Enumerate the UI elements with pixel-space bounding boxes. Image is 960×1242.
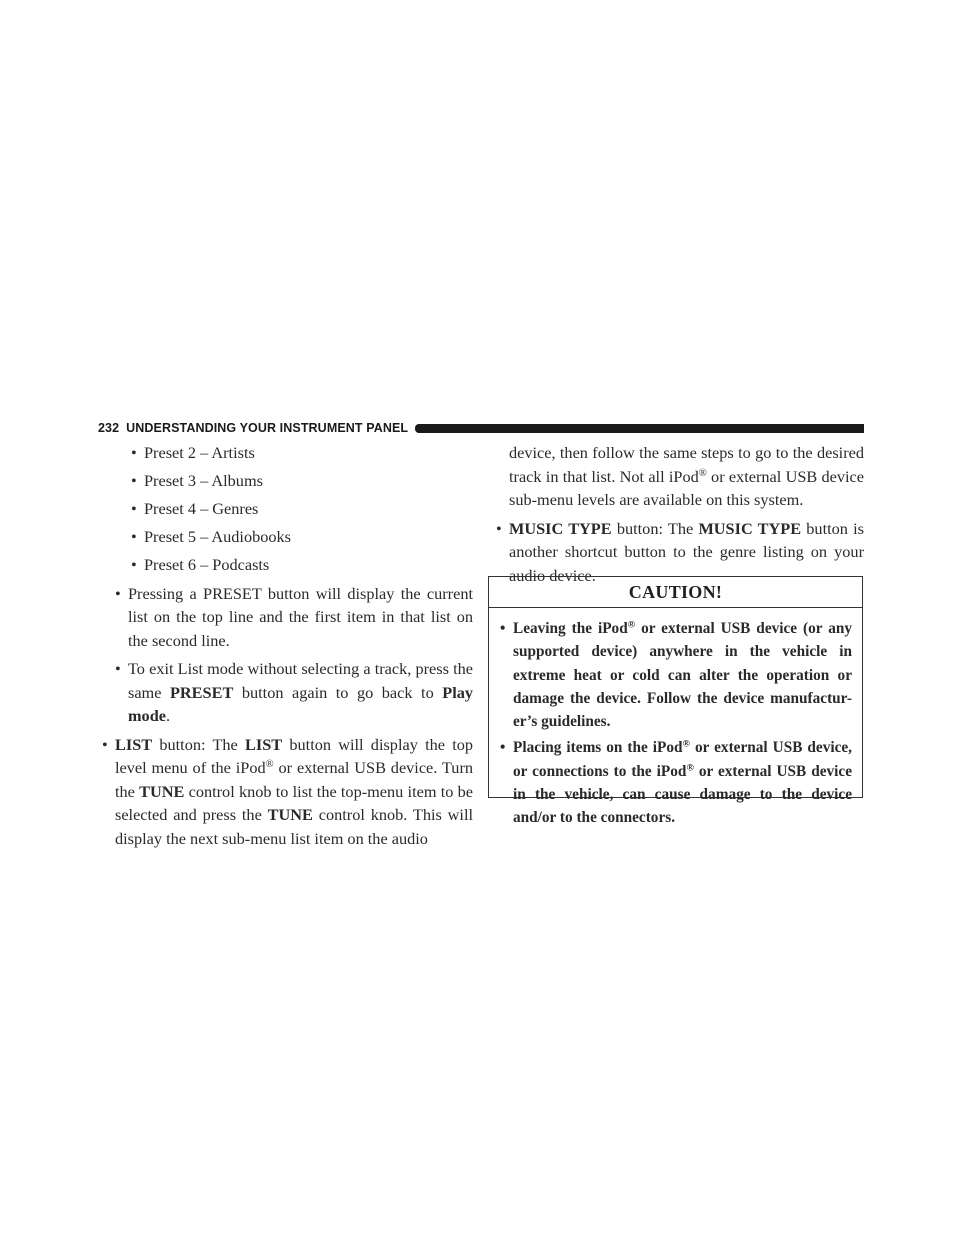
- list-text: button will display the top level menu of the iPod: [115, 734, 473, 777]
- caution-box: [488, 576, 863, 827]
- tune-term: TUNE: [139, 781, 185, 801]
- play-mode-term: Play mode: [128, 682, 473, 725]
- registered-mark: ®: [698, 467, 707, 479]
- caution-text: or external USB device (or any supported device) anywhere in the vehicle in extreme heat or cold can alter the operation or damage the device. Follow the device manufactur-er’s guidelines.: [513, 620, 853, 731]
- registered-mark: ®: [627, 619, 636, 631]
- bullet-icon: •: [131, 555, 137, 574]
- bullet-icon: •: [500, 739, 506, 757]
- caution-text: Placing items on the iPod: [513, 739, 683, 757]
- exit-list-text: button again to go back to: [241, 682, 434, 702]
- caution-body: [489, 608, 862, 830]
- exit-list-text: .: [165, 706, 171, 725]
- pressing-preset-item: [115, 582, 473, 653]
- registered-mark: ®: [686, 762, 694, 774]
- list-text: control knob. This will display the next sub-menu list item on the audio: [115, 805, 473, 848]
- preset-item: [131, 441, 473, 465]
- header-rule: [415, 424, 864, 433]
- exit-list-text: To exit List mode without selecting a track, press the same: [128, 659, 473, 702]
- preset-item: [131, 553, 473, 577]
- bullet-icon: •: [115, 659, 121, 678]
- registered-mark: ®: [682, 739, 690, 751]
- preset-item: [131, 469, 473, 493]
- preset-item: [131, 497, 473, 521]
- list-term: LIST: [245, 734, 283, 754]
- list-text: control knob to list the top-menu item to be selected and press the: [115, 781, 473, 824]
- preset-label: Preset 5 – Audiobooks: [144, 527, 291, 546]
- bullet-icon: •: [131, 499, 137, 518]
- continuation-text: or external USB device sub-menu levels are available on this system.: [509, 466, 864, 509]
- caution-text: or external USB device, or connections to the iPod: [513, 739, 852, 780]
- preset-label: Preset 2 – Artists: [144, 443, 255, 462]
- preset-term: PRESET: [169, 682, 234, 702]
- preset-label: Preset 6 – Podcasts: [144, 555, 270, 574]
- preset-label: Preset 4 – Genres: [144, 499, 259, 518]
- bullet-icon: •: [500, 620, 506, 637]
- continuation-text: device, then follow the same steps to go to the desired track in that list. Not all iPod: [509, 443, 864, 486]
- preset-label: Preset 3 – Albums: [144, 471, 263, 490]
- header-text: [98, 421, 408, 435]
- music-type-term: MUSIC TYPE: [509, 518, 612, 538]
- bullet-icon: •: [496, 518, 502, 538]
- caution-item: [500, 617, 853, 733]
- registered-mark: ®: [265, 759, 274, 771]
- page-header: [98, 418, 864, 438]
- page-number: 232: [98, 421, 120, 435]
- bullet-icon: •: [102, 734, 108, 754]
- list-text: or external USB device. Turn the: [115, 758, 474, 801]
- pressing-preset-text: Pressing a PRESET button will display the current list on the top line and the first item in that list on the second line.: [128, 583, 473, 650]
- left-column: [104, 441, 473, 850]
- bullet-icon: •: [131, 527, 137, 546]
- right-column: [498, 441, 864, 587]
- tune-term: TUNE: [267, 805, 313, 824]
- list-button-item: [102, 733, 474, 851]
- bullet-icon: •: [131, 471, 137, 490]
- preset-item: [131, 525, 473, 549]
- music-type-text: button: The: [616, 518, 694, 538]
- bullet-icon: •: [115, 583, 121, 603]
- caution-title: CAUTION!: [489, 577, 862, 608]
- bullet-icon: •: [131, 443, 137, 462]
- list-term: LIST: [115, 734, 153, 754]
- continuation-paragraph: [509, 441, 864, 512]
- music-type-term: MUSIC TYPE: [698, 518, 802, 538]
- caution-text: or external USB device in the vehicle, can cause damage to the device and/or to the connectors.: [513, 762, 852, 827]
- caution-text: Leaving the iPod: [513, 620, 628, 637]
- exit-list-item: [115, 657, 473, 728]
- list-text: button: The: [159, 734, 238, 754]
- caution-item: [500, 736, 852, 829]
- section-title: UNDERSTANDING YOUR INSTRUMENT PANEL: [126, 421, 409, 435]
- music-type-text: button is another shortcut button to the genre listing on your audio device.: [509, 518, 864, 585]
